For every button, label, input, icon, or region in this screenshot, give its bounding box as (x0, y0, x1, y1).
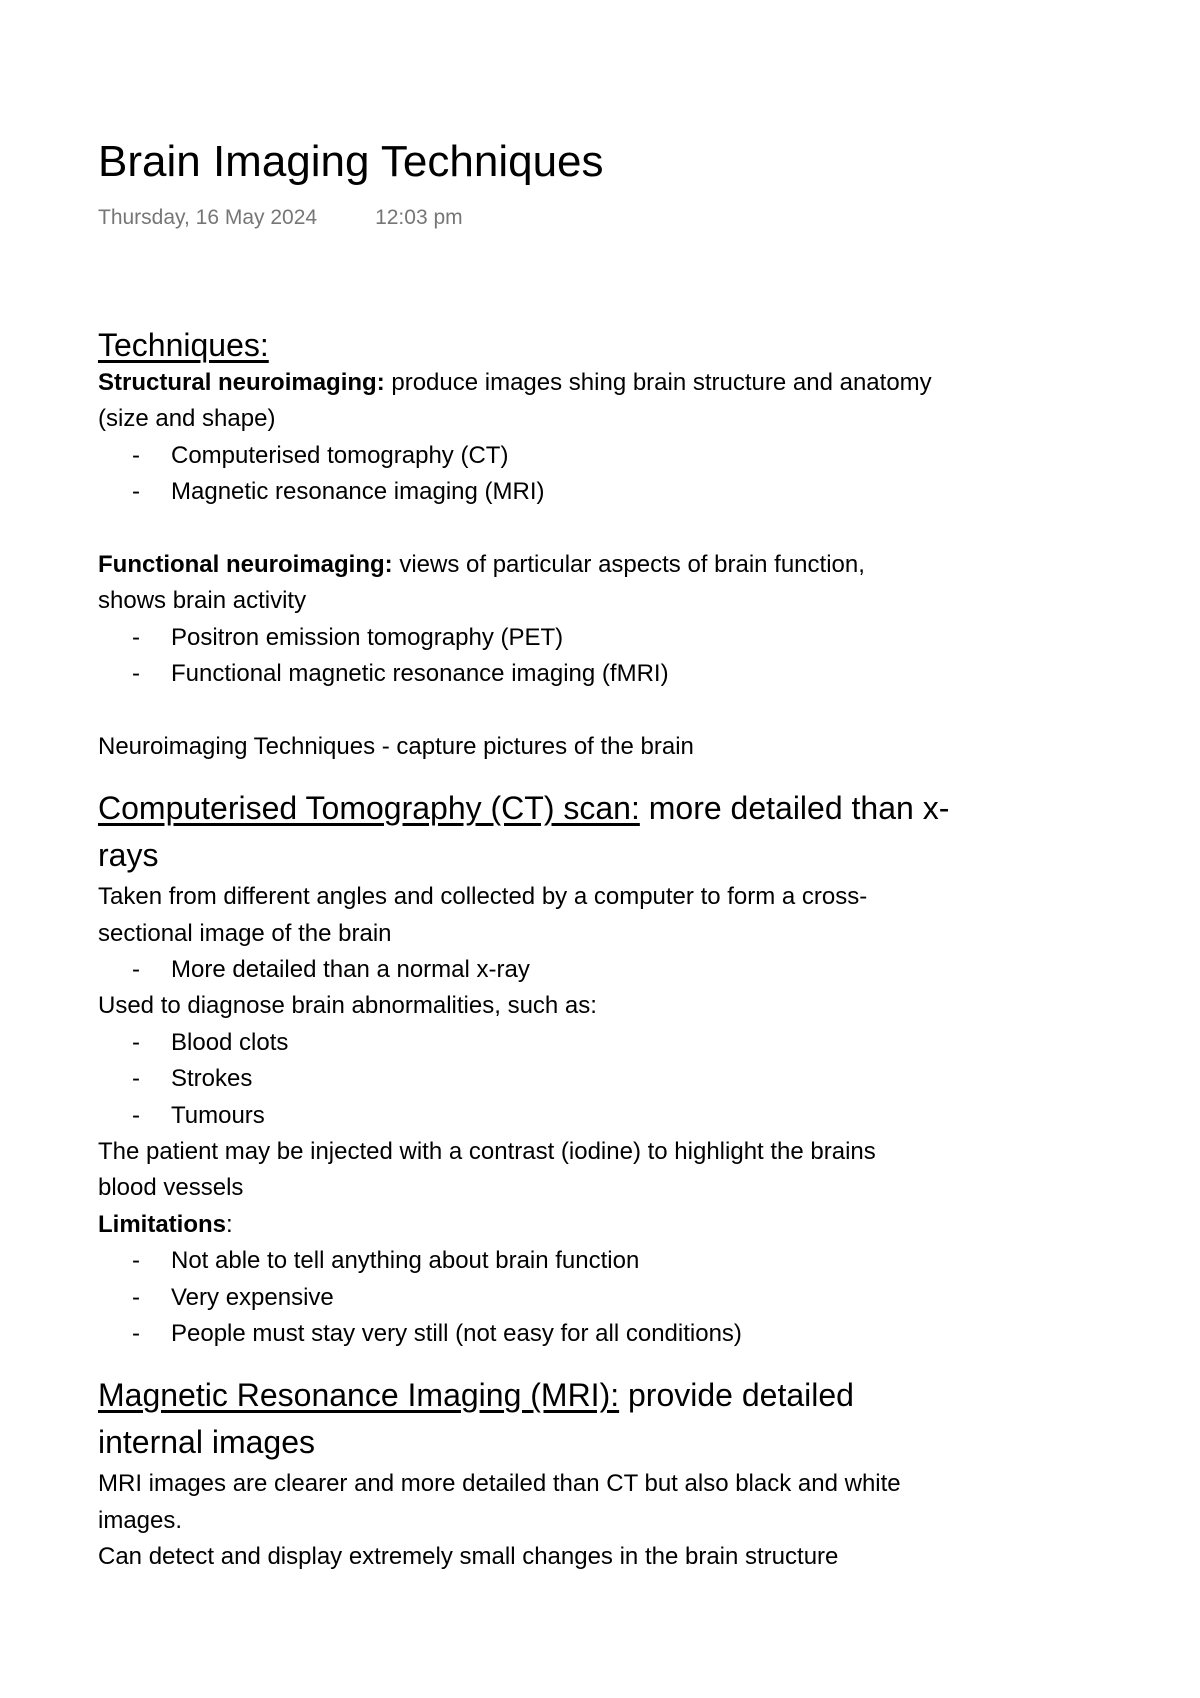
bullet-dash: - (132, 956, 140, 984)
list-item: - Magnetic resonance imaging (MRI) (98, 474, 1048, 510)
bullet-dash: - (132, 1319, 140, 1347)
mri-para-line-1: MRI images are clearer and more detailed than CT but also black and white (98, 1470, 901, 1498)
bullet-dash: - (132, 441, 140, 469)
note-date: Thursday, 16 May 2024 (98, 206, 318, 229)
bullet-dash: - (132, 1247, 140, 1275)
ct-para-line-1: Taken from different angles and collected by a computer to form a cross- (98, 883, 868, 911)
note-metadata (98, 206, 463, 230)
bullet-dash: - (132, 478, 140, 506)
list-item: - People must stay very still (not easy for all conditions) (98, 1316, 1048, 1352)
list-item: - Very expensive (98, 1280, 1048, 1316)
ct-para-line-2: sectional image of the brain (98, 919, 392, 947)
ct-contrast-line-1: The patient may be injected with a contrast (iodine) to highlight the brains (98, 1138, 876, 1166)
ct-heading: Computerised Tomography (CT) scan: more detailed than x- (98, 790, 950, 827)
list-item: - Blood clots (98, 1025, 1048, 1061)
functional-line-2: shows brain activity (98, 587, 307, 615)
list-item: - Positron emission tomography (PET) (98, 620, 1048, 656)
structural-line-1: Structural neuroimaging: produce images shing brain structure and anatomy (98, 369, 932, 396)
list-item: - Strokes (98, 1061, 1048, 1097)
mri-para-line-2: images. (98, 1506, 183, 1534)
list-item: - More detailed than a normal x-ray (98, 952, 1048, 988)
structural-term: Structural neuroimaging: (98, 369, 385, 396)
list-item: - Not able to tell anything about brain function (98, 1243, 1048, 1279)
functional-line-1: Functional neuroimaging: views of particular aspects of brain function, (98, 550, 865, 578)
note-time: 12:03 pm (375, 206, 463, 229)
functional-term: Functional neuroimaging: (98, 550, 393, 578)
mri-heading: Magnetic Resonance Imaging (MRI): provide detailed (98, 1377, 854, 1414)
bullet-dash: - (132, 1101, 140, 1129)
neuroimaging-line: Neuroimaging Techniques - capture pictures of the brain (98, 732, 694, 760)
ct-diagnose-intro: Used to diagnose brain abnormalities, such as: (98, 992, 597, 1020)
note-body (98, 325, 1048, 1571)
list-item: - Functional magnetic resonance imaging (fMRI) (98, 656, 1048, 692)
mri-cut-line: Can detect and display extremely small changes in the brain structure (98, 1543, 839, 1571)
bullet-dash: - (132, 660, 140, 688)
ct-contrast-line-2: blood vessels (98, 1174, 244, 1202)
page-title: Brain Imaging Techniques (98, 137, 604, 186)
list-item: - Tumours (98, 1098, 1048, 1134)
bullet-dash: - (132, 1065, 140, 1093)
bullet-dash: - (132, 1283, 140, 1311)
list-item: - Computerised tomography (CT) (98, 438, 1048, 474)
bullet-dash: - (132, 1028, 140, 1056)
structural-line-2: (size and shape) (98, 405, 276, 433)
bullet-dash: - (132, 623, 140, 651)
ct-heading-line-2: rays (98, 837, 159, 874)
mri-heading-line-2: internal images (98, 1424, 315, 1461)
ct-limitations-label: Limitations: (98, 1210, 233, 1238)
techniques-heading: Techniques: (98, 327, 269, 363)
